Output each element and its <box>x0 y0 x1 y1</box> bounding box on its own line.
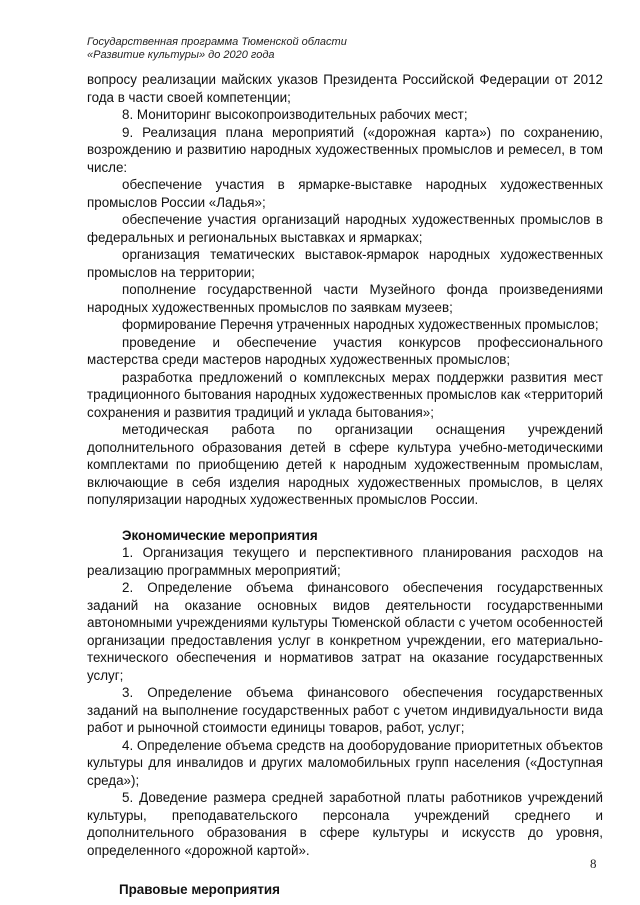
document-body <box>87 71 603 899</box>
page-number: 8 <box>590 856 597 871</box>
paragraph-subitem: организация тематических выставок-ярмарок народных художественных промыслов на территории; <box>87 247 603 280</box>
section-heading-economic: Экономические мероприятия <box>122 527 318 543</box>
paragraph-subitem: обеспечение участия организаций народных художественных промыслов в федеральных и региональных выставках и ярмарках; <box>87 212 603 245</box>
running-header <box>87 36 347 62</box>
economic-item-5: 5. Доведение размера средней заработной платы работников учреждений культуры, преподавательского персонала учреждений среднего и дополнительного образования в сфере культуры и искусств до уровня, определенного «дорожной картой». <box>87 790 603 858</box>
economic-item-1: 1. Организация текущего и перспективного планирования расходов на реализацию программных мероприятий; <box>87 545 603 578</box>
paragraph-item-9: 9. Реализация плана мероприятий («дорожная карта») по сохранению, возрождению и развитию народных художественных промыслов и ремесел, в том числе: <box>87 124 603 175</box>
paragraph-subitem: пополнение государственной части Музейного фонда произведениями народных художественных промыслов по заявкам музеев; <box>87 282 603 315</box>
economic-item-2: 2. Определение объема финансового обеспечения государственных заданий на оказание основных видов деятельности государственными автономными учреждениями культуры Тюменской области с учетом особенностей организации предоставления услуг в конкретном учреждении, его материально-технического обеспечения и нормативов затрат на оказание государственных услуг; <box>87 580 603 683</box>
paragraph-subitem: формирование Перечня утраченных народных художественных промыслов; <box>122 317 599 332</box>
paragraph-subitem: проведение и обеспечение участия конкурсов профессионального мастерства среди мастеров народных художественных промыслов; <box>87 334 603 367</box>
paragraph-subitem: обеспечение участия в ярмарке-выставке народных художественных промыслов России «Ладья»; <box>87 177 603 210</box>
economic-item-4: 4. Определение объема средств на дооборудование приоритетных объектов культуры для инвалидов и других маломобильных групп населения («Доступная среда»); <box>87 737 603 788</box>
header-program-title: Государственная программа Тюменской области <box>87 36 347 48</box>
economic-item-3: 3. Определение объема финансового обеспечения государственных заданий на выполнение государственных работ с учетом индивидуальности вида работ и рыночной стоимости единицы товаров, работ, услуг; <box>87 685 603 735</box>
paragraph-subitem: методическая работа по организации оснащения учреждений дополнительного образования детей в сфере культура учебно-методическими комплектами по приобщению детей к народным художественным промыслам, включающие в себя изделия народных художественных промыслов, в целях популяризации народных художественных промыслов России. <box>87 422 603 507</box>
header-program-subtitle: «Развитие культуры» до 2020 года <box>87 49 275 61</box>
section-heading-legal: Правовые мероприятия <box>119 882 280 897</box>
paragraph-continuation: вопросу реализации майских указов Президента Российской Федерации от 2012 года в части своей компетенции; <box>87 72 603 105</box>
paragraph-item-8: 8. Мониторинг высокопроизводительных рабочих мест; <box>122 107 468 122</box>
paragraph-subitem: разработка предложений о комплексных мерах поддержки развития мест традиционного бытования народных художественных промыслов как «территорий сохранения и развития традиций и уклада бытования»; <box>87 369 603 420</box>
